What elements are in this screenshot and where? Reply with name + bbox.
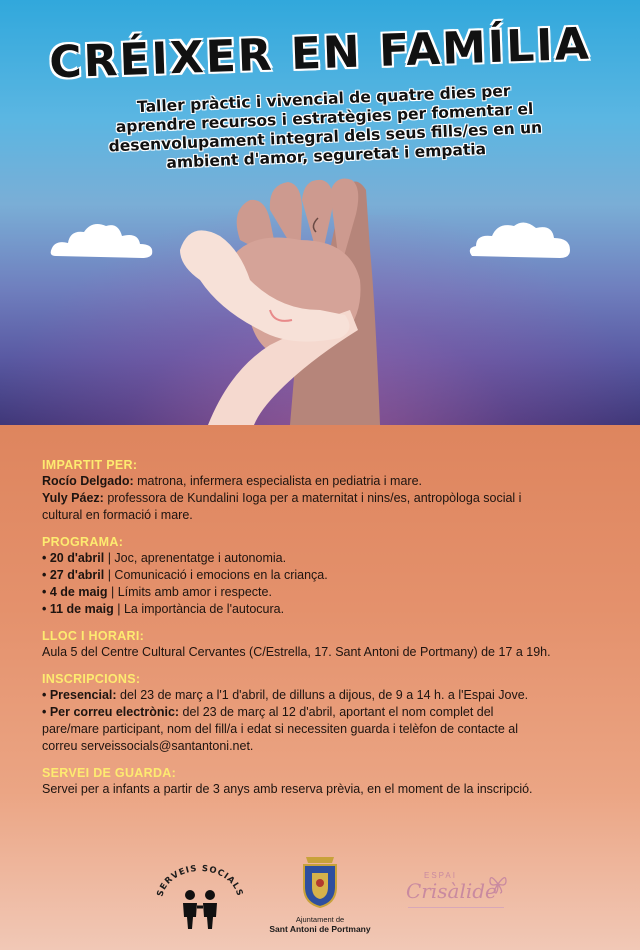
instructor-1-desc: matrona, infermera especialista en pediatria i mare.	[133, 474, 423, 488]
cloud-right-icon	[466, 218, 576, 260]
espai-underline	[408, 907, 504, 908]
program-item	[42, 550, 598, 567]
registration-email-address[interactable]: correu serveissocials@santantoni.net.	[42, 739, 254, 753]
registration-in-person-label: • Presencial:	[42, 688, 117, 702]
serveis-socials-logo	[150, 861, 250, 933]
serveis-socials-icon	[150, 861, 250, 933]
instructor-1-name: Rocío Delgado:	[42, 474, 134, 488]
program-item	[42, 584, 598, 601]
registration-email-text: del 23 de març al 12 d'abril, aportant el nom complet del	[179, 705, 494, 719]
instructor-1	[42, 473, 598, 490]
svg-text:SERVEIS SOCIALS	[155, 864, 244, 898]
program-topic: | La importància de l'autocura.	[113, 602, 285, 616]
registrations-heading: INSCRIPCIONS:	[42, 672, 141, 686]
espai-main-label: Crisàlide	[406, 879, 497, 903]
program-date: • 4 de maig	[42, 585, 108, 599]
espai-crisalide-logo	[404, 871, 514, 927]
program-topic: | Límits amb amor i respecte.	[107, 585, 272, 599]
poster-subtitle: Taller pràctic i vivencial de quatre dies per aprendre recursos i estratègies per fomentar el desenvolupament integral dels seus fills/es en un ambient d'amor, seguretat i empatia	[108, 81, 543, 172]
childcare-text: Servei per a infants a partir de 3 anys amb reserva prèvia, en el moment de la inscripció.	[42, 782, 533, 796]
registration-in-person	[42, 687, 598, 704]
imparted-heading: IMPARTIT PER:	[42, 458, 138, 472]
program-date: • 11 de maig	[42, 602, 114, 616]
registration-email	[42, 704, 598, 721]
logos-row	[0, 845, 640, 945]
butterfly-icon	[488, 873, 508, 895]
program-item	[42, 601, 598, 618]
place-text: Aula 5 del Centre Cultural Cervantes (C/Estrella, 17. Sant Antoni de Portmany) de 17 a 19h.	[42, 645, 551, 659]
header-illustration	[0, 0, 640, 425]
registration-email-label: • Per correu electrònic:	[42, 705, 180, 719]
espai-small-label: ESPAI	[424, 871, 457, 880]
ajuntament-line2: Sant Antoni de Portmany	[269, 924, 371, 934]
ajuntament-logo	[262, 853, 378, 941]
childcare-heading: SERVEI DE GUARDA:	[42, 766, 177, 780]
cloud-left-icon	[48, 218, 158, 260]
ajuntament-line1: Ajuntament de	[295, 915, 345, 924]
holding-hands-icon	[170, 170, 410, 425]
program-item	[42, 567, 598, 584]
instructor-2	[42, 490, 598, 507]
instructor-2-desc-cont: cultural en formació i mare.	[42, 508, 193, 522]
registration-email-cont: pare/mare participant, nom del fill/a i edat si necessiten guarda i telèfon de contacte al	[42, 722, 518, 736]
coat-of-arms-icon	[262, 853, 378, 911]
program-topic: | Comunicació i emocions en la criança.	[104, 568, 328, 582]
registration-in-person-text: del 23 de març a l'1 d'abril, de dilluns a dijous, de 9 a 14 h. a l'Espai Jove.	[116, 688, 529, 702]
poster-title: CRÉIXER EN FAMÍLIA	[48, 18, 592, 89]
instructor-2-name: Yuly Páez:	[42, 491, 104, 505]
program-date: • 20 d'abril	[42, 551, 105, 565]
serveis-socials-label: SERVEIS SOCIALS	[155, 863, 245, 898]
program-date: • 27 d'abril	[42, 568, 105, 582]
program-topic: | Joc, aprenentatge i autonomia.	[104, 551, 287, 565]
place-heading: LLOC I HORARI:	[42, 629, 145, 643]
instructor-2-desc: professora de Kundalini Ioga per a maternitat i nins/es, antropòloga social i	[103, 491, 522, 505]
program-heading: PROGRAMA:	[42, 535, 124, 549]
